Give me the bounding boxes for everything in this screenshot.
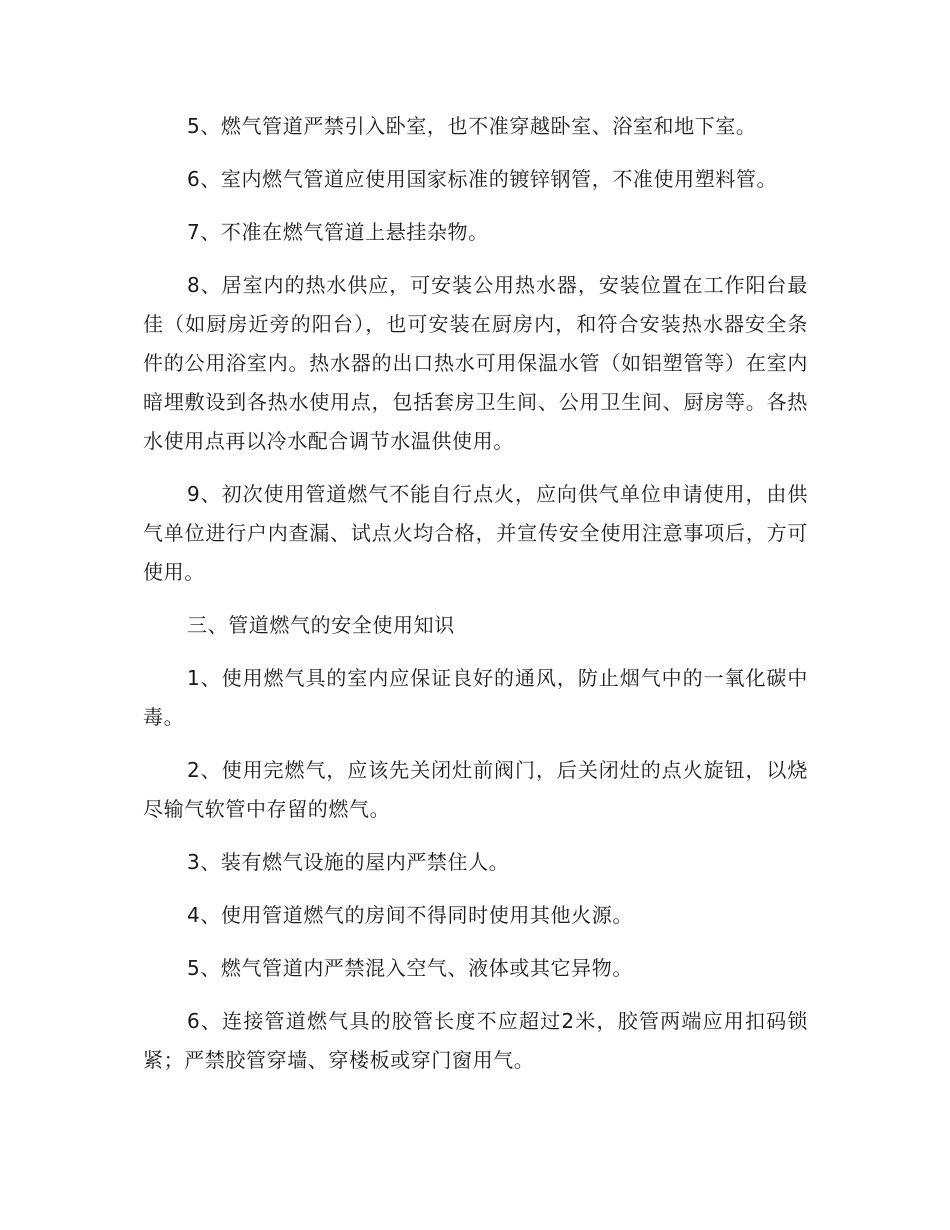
- paragraph-item-5: 5、燃气管道严禁引入卧室，也不准穿越卧室、浴室和地下室。: [187, 114, 757, 138]
- safety-item-1: 1、使用燃气具的室内应保证良好的通风，防止烟气中的一氧化碳中毒。: [143, 666, 808, 729]
- section-heading: 三、管道燃气的安全使用知识: [187, 613, 455, 637]
- safety-item-3: 3、装有燃气设施的屋内严禁住人。: [187, 850, 510, 874]
- safety-item-2: 2、使用完燃气，应该先关闭灶前阀门，后关闭灶的点火旋钮，以烧尽输气软管中存留的燃气。: [143, 758, 808, 821]
- paragraph-item-7: 7、不准在燃气管道上悬挂杂物。: [187, 220, 489, 244]
- safety-item-6: 6、连接管道燃气具的胶管长度不应超过2米，胶管两端应用扣码锁紧；严禁胶管穿墙、穿楼板或穿门窗用气。: [143, 1009, 808, 1072]
- document-body: [143, 107, 808, 1094]
- safety-item-4: 4、使用管道燃气的房间不得同时使用其他火源。: [187, 903, 633, 927]
- safety-item-5: 5、燃气管道内严禁混入空气、液体或其它异物。: [187, 956, 633, 980]
- paragraph-item-9: 9、初次使用管道燃气不能自行点火，应向供气单位申请使用，由供气单位进行户内查漏、试点火均合格，并宣传安全使用注意事项后，方可使用。: [143, 482, 808, 584]
- paragraph-item-8: 8、居室内的热水供应，可安装公用热水器，安装位置在工作阳台最佳（如厨房近旁的阳台），也可安装在厨房内，和符合安装热水器安全条件的公用浴室内。热水器的出口热水可用保温水管（如铝塑管等）在室内暗埋敷设到各热水使用点，包括套房卫生间、公用卫生间、厨房等。各热水使用点再以冷水配合调节水温供使用。: [143, 273, 808, 453]
- paragraph-item-6: 6、室内燃气管道应使用国家标准的镀锌钢管，不准使用塑料管。: [187, 167, 778, 191]
